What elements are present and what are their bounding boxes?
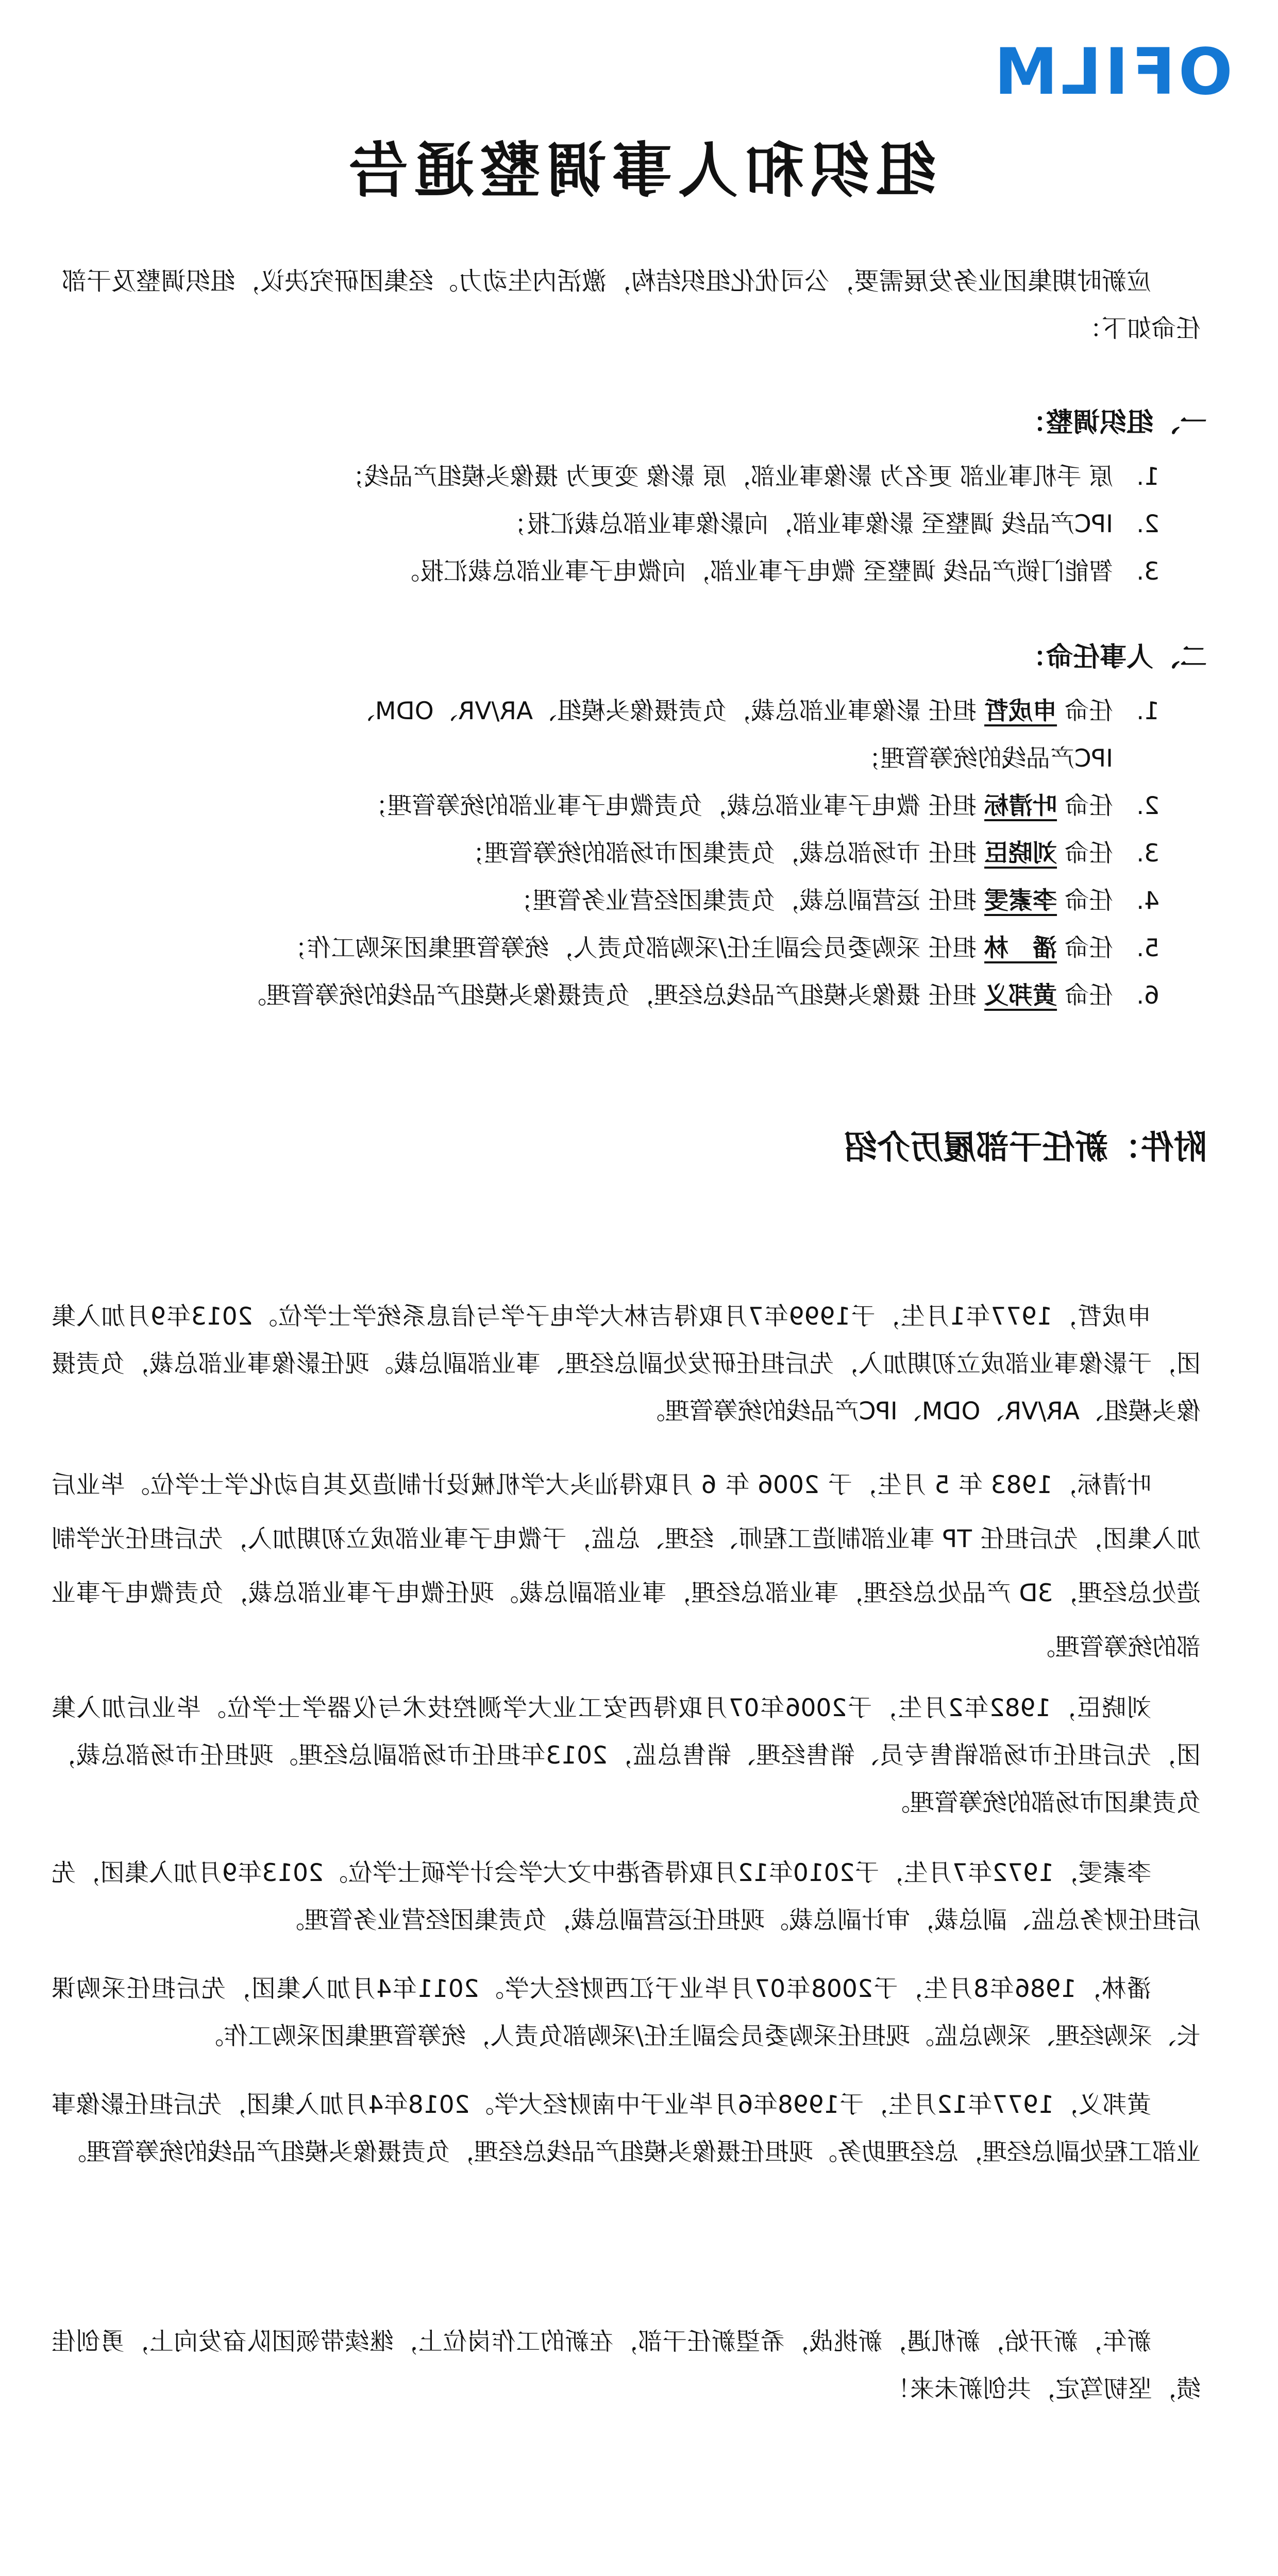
annex-title: 附件：新任干部履历介绍 xyxy=(844,1129,1207,1167)
org-item-text: IPC产品线 调整至 影像事业部，向影像事业部总裁汇报； xyxy=(502,510,1113,538)
appointee-name: 黄邦义 xyxy=(984,981,1057,1010)
org-item-number: 2. xyxy=(1136,510,1159,538)
hr-item xyxy=(57,830,1159,877)
hr-item-number: 2. xyxy=(1136,792,1159,820)
bio-paragraph: 申成哲，1977年1月生，于1999年7月取得吉林大学电子学与信息系统学士学位。2013年9月加入集团，于影像事业部成立初期加入，先后担任研发处副总经理、事业部副总裁。现任影像事业部总裁，负责摄像头模组、AR/VR、ODM、IPC产品线的统筹管理。 xyxy=(52,1302,1201,1426)
appointee-name: 申成哲 xyxy=(984,697,1057,725)
hr-item-prefix: 任命 xyxy=(1057,697,1113,725)
bio-paragraph: 刘晓臣，1982年2月生，于2006年07月取得西安工业大学测控技术与仪器学士学位。毕业后加入集团，先后担任市场部销售专员、销售经理、销售总监，2013年担任市场部副总经理。现担任市场部总裁，负责集团市场部的统筹管理。 xyxy=(52,1694,1201,1817)
hr-item-prefix: 任命 xyxy=(1057,934,1113,962)
org-item xyxy=(57,501,1159,548)
hr-item xyxy=(57,783,1159,830)
hr-item-number: 1. xyxy=(1136,697,1159,725)
hr-item-continuation: IPC产品线的统筹管理； xyxy=(856,744,1113,773)
hr-item-number: 3. xyxy=(1136,839,1159,868)
org-section-heading: 一、组织调整： xyxy=(1019,408,1207,438)
hr-item-number: 5. xyxy=(1136,934,1159,962)
appointee-name: 李素雯 xyxy=(984,887,1057,915)
hr-item-prefix: 任命 xyxy=(1057,792,1113,820)
hr-item-prefix: 任命 xyxy=(1057,887,1113,915)
closing-paragraph: 新年，新开始，新机遇，新挑战，希望新任干部，在新的工作岗位上，继续带领团队奋发向上，勇创佳绩，坚韧笃定，共创新未来！ xyxy=(52,2328,1201,2403)
appointee-name: 刘晓臣 xyxy=(984,839,1057,868)
appointee-name: 叶清标 xyxy=(984,792,1057,820)
hr-item-text: 担任 运营副总裁，负责集团经营业务管理； xyxy=(509,887,985,915)
company-logo: OFILM xyxy=(991,35,1233,109)
hr-section-heading: 二、人事任命： xyxy=(1019,642,1207,673)
appointee-name: 潘 林 xyxy=(984,934,1057,962)
hr-item xyxy=(57,972,1159,1020)
org-item-text: 原 手机事业部 更名为 影像事业部，原 影像 变更为 摄像头模组产品线； xyxy=(340,463,1113,491)
hr-item xyxy=(57,688,1159,783)
hr-item-text: 担任 摄像头模组产品线总经理，负责摄像头模组产品线的统筹管理。 xyxy=(242,981,985,1010)
hr-item-prefix: 任命 xyxy=(1057,981,1113,1010)
org-item-text: 智能门锁产品线 调整至 微电子事业部，向微电子事业部总裁汇报。 xyxy=(395,557,1113,586)
hr-item-text: 担任 微电子事业部总裁，负责微电子事业部的统筹管理； xyxy=(363,792,985,820)
hr-item xyxy=(57,925,1159,972)
hr-item xyxy=(57,877,1159,925)
bio-paragraph: 潘林，1986年8月生，于2008年07月毕业于江西财经大学。2011年4月加入集团，先后担任采购课长、采购经理、采购总监。现担任采购委员会副主任/采购部负责人，统筹管理集团采购工作。 xyxy=(52,1975,1201,2050)
hr-item-text: 担任 采购委员会副主任/采购部负责人，统筹管理集团采购工作； xyxy=(282,934,985,962)
bio-paragraph: 李素雯，1972年7月生，于2010年12月取得香港中文大学会计学硕士学位。2013年9月加入集团，先后担任财务总监、副总裁，审计副总裁。现担任运营副总裁，负责集团经营业务管理。 xyxy=(52,1859,1201,1935)
intro-paragraph: 应新时期集团业务发展需要，公司优化组织结构，激活内生动力。经集团研究决议，组织调整及干部任命如下： xyxy=(62,267,1201,343)
org-item-number: 3. xyxy=(1136,557,1159,586)
hr-item-text: 担任 市场部总裁，负责集团市场部的统筹管理； xyxy=(460,839,985,868)
hr-item-prefix: 任命 xyxy=(1057,839,1113,868)
hr-item-number: 4. xyxy=(1136,887,1159,915)
bio-paragraph: 叶清标，1983 年 5 月生，于 2006 年 6 月取得汕头大学机械设计制造及其自动化学士学位。毕业后加入集团，先后担任 TP 事业部制造工程师、经理、总监，于微电子事业部成立初期加入，先后担任光学制造处总经理，3D 产品处总经理，事业部总经理，事业部副总裁。现任微电子事业部总裁，负责微电子事业部的统筹管理。 xyxy=(52,1471,1201,1662)
org-item xyxy=(57,548,1159,596)
bio-paragraph: 黄邦义，1977年12月生，于1998年6月毕业于中南财经大学。2018年4月加入集团，先后担任影像事业部工程处副总经理，总经理助务。现担任摄像头模组产品线总经理，负责摄像头模组产品线的统筹管理。 xyxy=(52,2091,1201,2166)
org-item-number: 1. xyxy=(1136,463,1159,491)
document-title: 组织和人事调整通告 xyxy=(342,136,936,206)
hr-item-number: 6. xyxy=(1136,981,1159,1010)
org-item xyxy=(57,453,1159,501)
hr-item-text: 担任 影像事业部总裁，负责摄像头模组、AR/VR、ODM、 xyxy=(350,697,985,725)
